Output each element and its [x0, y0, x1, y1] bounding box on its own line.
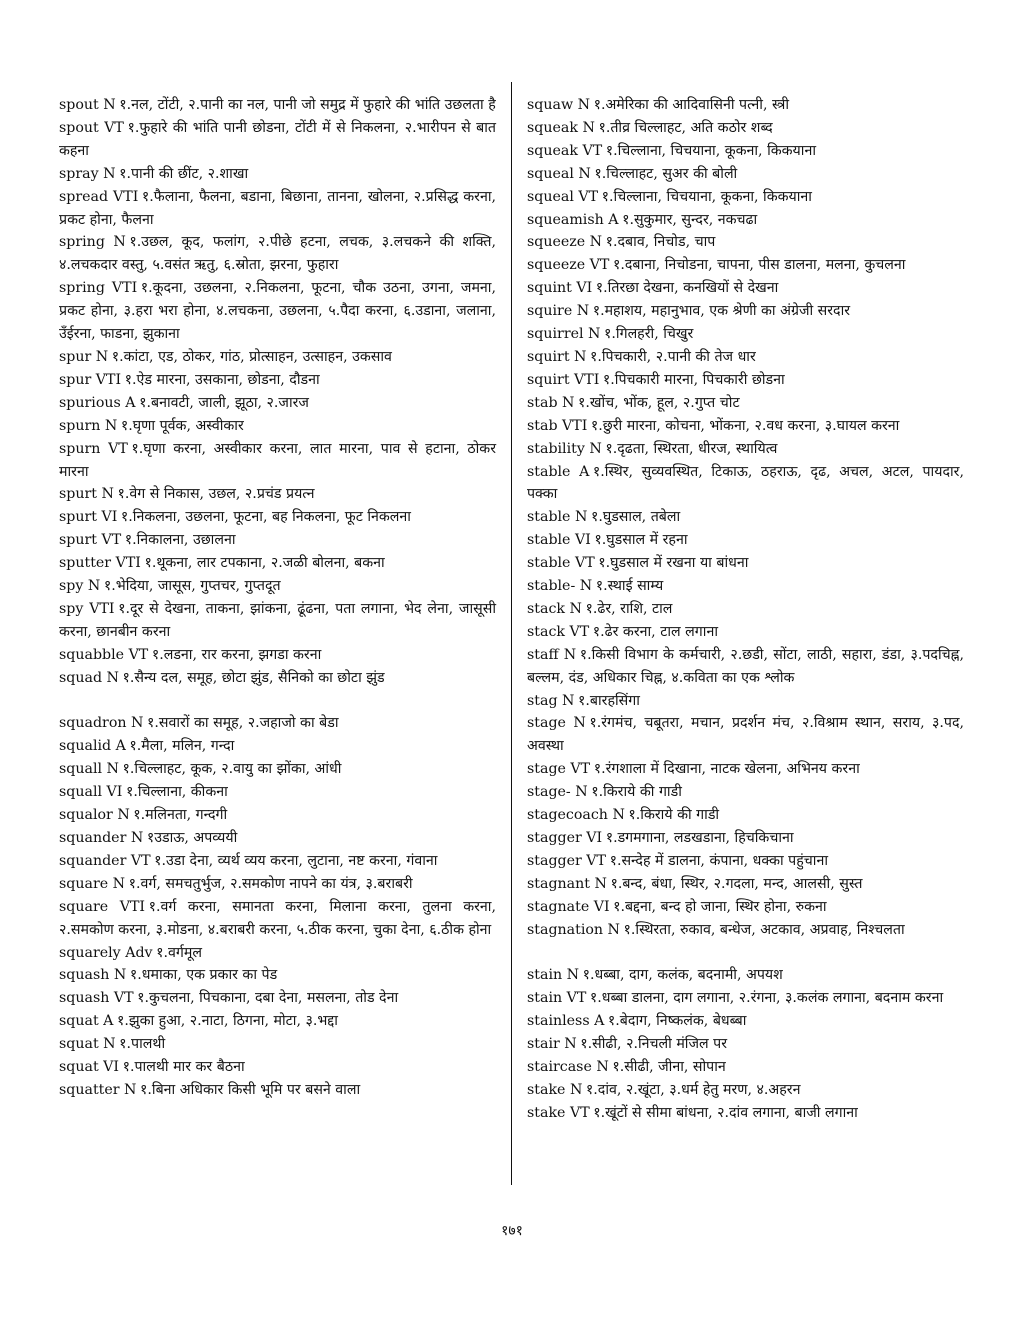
dictionary-entry — [59, 758, 496, 781]
entry-definition: १.धब्बा, दाग, कलंक, बदनामी, अपयश — [582, 967, 783, 984]
entry-definition: १.घुडसाल, तबेला — [590, 509, 681, 526]
dictionary-entry — [527, 919, 964, 942]
entry-definition: १.वर्ग करना, समानता करना, मिलाना करना, तुलना करना, २.समकोण करना, ३.मोडना, ४.बराबरी करना, ५.ठीक करना, चुका देना, ६.ठीक होना — [59, 898, 496, 938]
dictionary-entry — [59, 987, 496, 1010]
entry-headword: squabble VT — [59, 646, 149, 663]
entry-headword: spurious A — [59, 394, 136, 411]
entry-definition: १.पालथी मार कर बैठना — [122, 1059, 245, 1076]
entry-definition: १.चिल्लाना, कीकना — [125, 784, 228, 801]
entry-definition: १.दबाना, निचोडना, चापना, पीस डालना, मलना, कुचलना — [612, 257, 906, 274]
dictionary-entry — [59, 644, 496, 667]
entry-definition: १.झुका हुआ, २.नाटा, ठिगना, मोटा, ३.भद्दा — [116, 1013, 338, 1030]
dictionary-entry — [59, 850, 496, 873]
entry-definition: १.सीढी, २.निचली मंजिल पर — [580, 1036, 727, 1053]
entry-definition: १.घृणा पूर्वक, अस्वीकार — [120, 417, 244, 434]
dictionary-entry — [527, 461, 964, 507]
entry-definition: १.बद्दना, बन्द हो जाना, स्थिर होना, रुकना — [613, 898, 827, 915]
entry-headword: staff N — [527, 646, 577, 663]
entry-headword: stage N — [527, 715, 586, 732]
entry-headword: squat N — [59, 1036, 116, 1053]
dictionary-entry — [59, 94, 496, 117]
dictionary-entry — [59, 896, 496, 942]
entry-headword: squat A — [59, 1013, 114, 1030]
dictionary-entry — [59, 415, 496, 438]
entry-definition: १.धमाका, एक प्रकार का पेड — [129, 967, 278, 984]
entry-definition: १.नल, टोंटी, २.पानी का नल, पानी जो समुद्र में फुहारे की भांति उछलता है — [119, 97, 496, 113]
dictionary-entry — [527, 781, 964, 804]
entry-headword: spy N — [59, 578, 101, 595]
entry-headword: squaw N — [527, 97, 591, 113]
entry-headword: stagger VT — [527, 852, 607, 869]
dictionary-entry — [527, 987, 964, 1010]
entry-definition: १.स्थाई साम्य — [595, 578, 664, 595]
entry-headword: spray N — [59, 165, 116, 182]
entry-definition: १.पालथी — [119, 1036, 166, 1053]
dictionary-entry — [527, 415, 964, 438]
entry-headword: spout VT — [59, 119, 124, 136]
entry-definition: १.सुकुमार, सुन्दर, नकचढा — [622, 211, 758, 228]
entry-headword: squeal N — [527, 165, 591, 182]
entry-definition: १.चिल्लाहट, कूक, २.वायु का झोंका, आंधी — [122, 761, 342, 778]
dictionary-entry — [527, 94, 964, 117]
entry-headword: squeak VT — [527, 142, 603, 159]
dictionary-entry — [59, 575, 496, 598]
entry-headword: squirrel N — [527, 326, 601, 343]
dictionary-entry — [59, 506, 496, 529]
dictionary-entry — [527, 964, 964, 987]
dictionary-entry — [527, 140, 964, 163]
entry-headword: spout N — [59, 97, 116, 113]
dictionary-entry — [527, 644, 964, 690]
entry-headword: spurt N — [59, 486, 114, 503]
entry-definition: १.दूर से देखना, ताकना, झांकना, ढूंढना, पता लगाना, भेद लेना, जासूसी करना, छानबीन करना — [59, 600, 496, 640]
dictionary-entry — [59, 186, 496, 232]
entry-headword: stain VT — [527, 990, 587, 1007]
entry-definition: १.ऐड मारना, उसकाना, छोडना, दौडना — [124, 371, 320, 388]
dictionary-entry — [59, 667, 496, 690]
entry-definition: १.कूदना, उछलना, २.निकलना, फूटना, चौक उठना, उगना, जमना, प्रकट होना, ३.हरा भरा होना, ४.लचकना, उछलना, ५.पैदा करना, ६.उडाना, जलाना, उँईरना, फाडना, झुकाना — [59, 280, 496, 343]
dictionary-entry — [527, 712, 964, 758]
dictionary-entry — [59, 369, 496, 392]
entry-definition: १.निकलना, उछलना, फूटना, बह निकलना, फूट निकलना — [120, 509, 411, 526]
dictionary-entry — [59, 1010, 496, 1033]
entry-headword: stair N — [527, 1036, 577, 1053]
dictionary-entry — [527, 758, 964, 781]
entry-headword: stable N — [527, 509, 588, 526]
entry-headword: spread VTI — [59, 188, 139, 205]
entry-headword: stability N — [527, 440, 602, 457]
entry-definition: १.तिरछा देखना, कनखियों से देखना — [595, 280, 779, 297]
entry-definition: १.सवारों का समूह, २.जहाजो का बेडा — [146, 715, 339, 732]
dictionary-entry — [59, 598, 496, 644]
entry-definition: १.भेदिया, जासूस, गुप्तचर, गुप्तदूत — [103, 578, 281, 595]
entry-headword: stag N — [527, 692, 575, 709]
entry-headword: stagnation N — [527, 921, 620, 938]
entry-definition: १.उडा देना, व्यर्थ व्यय करना, लुटाना, नष्ट करना, गंवाना — [154, 852, 438, 869]
entry-headword: spring N — [59, 234, 126, 251]
entry-headword: spur N — [59, 348, 109, 365]
dictionary-entry — [527, 277, 964, 300]
entry-definition: १.मलिनता, गन्दगी — [133, 807, 228, 824]
entry-definition: १.दांव, २.खूंटा, ३.धर्म हेतु मरण, ४.अहरन — [585, 1081, 801, 1098]
entry-headword: squalor N — [59, 807, 130, 824]
dictionary-entry — [59, 529, 496, 552]
dictionary-entry — [59, 346, 496, 369]
entry-definition: १.धब्बा डालना, दाग लगाना, २.रंगना, ३.कलंक लगाना, बदनाम करना — [589, 990, 944, 1007]
dictionary-entry — [59, 231, 496, 277]
entry-headword: squeal VT — [527, 188, 599, 205]
entry-definition: १.दृढता, स्थिरता, धीरज, स्थायित्व — [605, 440, 778, 457]
entry-definition: १.घृणा करना, अस्वीकार करना, लात मारना, पाव से हटाना, ठोकर मारना — [59, 440, 496, 480]
entry-headword: spurn N — [59, 417, 118, 434]
left-column — [59, 94, 496, 1102]
entry-headword: spurt VT — [59, 532, 122, 549]
entry-definition: १.चिल्लाना, चिचयाना, कूकना, किकयाना — [601, 188, 812, 205]
dictionary-entry — [527, 506, 964, 529]
entry-headword: squat VI — [59, 1059, 120, 1076]
entry-headword: stagger VI — [527, 830, 603, 846]
entry-definition: १.पानी की छींट, २.शाखा — [119, 165, 249, 182]
dictionary-entry — [59, 1079, 496, 1102]
entry-definition: १.फुहारे की भांति पानी छोडना, टोंटी में से निकलना, २.भारीपन से बात कहना — [59, 119, 496, 159]
entry-definition: १.गिलहरी, चिखुर — [604, 326, 694, 343]
dictionary-entry — [527, 690, 964, 713]
entry-definition: १.चिल्लाना, चिचयाना, कूकना, किकयाना — [605, 142, 816, 159]
entry-definition: १.वर्ग, समचतुर्भुज, २.समकोण नापने का यंत्र, ३.बराबरी — [128, 875, 413, 892]
dictionary-entry — [527, 873, 964, 896]
dictionary-entry — [527, 231, 964, 254]
entry-definition: १.वेग से निकास, उछल, २.प्रचंड प्रयत्न — [117, 486, 315, 503]
entry-headword: squire N — [527, 303, 590, 320]
entry-definition: १.स्थिरता, रुकाव, बन्धेज, अटकाव, अप्रवाह, निश्चलता — [623, 921, 905, 938]
entry-headword: squirt VTI — [527, 371, 600, 388]
entry-definition: १.खूंटों से सीमा बांधना, २.दांव लगाना, बाजी लगाना — [593, 1104, 858, 1121]
entry-headword: squeak N — [527, 119, 595, 136]
entry-headword: squirt N — [527, 348, 587, 365]
entry-definition: १.वर्गमूल — [156, 944, 202, 961]
entry-headword: square VTI — [59, 898, 146, 915]
entry-headword: stage- N — [527, 784, 588, 801]
dictionary-entry — [527, 186, 964, 209]
dictionary-entry — [527, 209, 964, 232]
dictionary-entry — [527, 1079, 964, 1102]
entry-headword: squeeze VT — [527, 257, 610, 274]
entry-definition: १.छुरी मारना, कोचना, भोंकना, २.वध करना, ३.घायल करना — [590, 417, 900, 434]
dictionary-entry — [527, 529, 964, 552]
entry-definition: १.स्थिर, सुव्यवस्थित, टिकाऊ, ठहराऊ, दृढ, अचल, अटल, पायदार, पक्का — [527, 463, 964, 503]
entry-headword: squeamish A — [527, 211, 619, 228]
entry-headword: stable- N — [527, 578, 593, 595]
entry-definition: १.चिल्लाहट, सुअर की बोली — [594, 165, 738, 182]
entry-definition: १.किराये की गाडी — [591, 784, 682, 801]
entry-headword: stab VTI — [527, 417, 588, 434]
entry-headword: stage VT — [527, 761, 591, 778]
dictionary-entry — [527, 1010, 964, 1033]
entry-definition: १.फैलाना, फैलना, बडाना, बिछाना, तानना, खोलना, २.प्रसिद्ध करना, प्रकट होना, फैलना — [59, 188, 496, 228]
dictionary-entry — [59, 392, 496, 415]
right-column — [527, 94, 964, 1125]
entry-headword: squall N — [59, 761, 119, 778]
dictionary-entry — [59, 163, 496, 186]
dictionary-entry — [527, 392, 964, 415]
entry-headword: squander VT — [59, 852, 151, 869]
dictionary-entry — [527, 827, 964, 850]
dictionary-entry — [527, 163, 964, 186]
entry-definition: १.किराये की गाडी — [628, 807, 720, 824]
dictionary-entry — [527, 323, 964, 346]
entry-definition: १.बन्द, बंधा, स्थिर, २.गदला, मन्द, आलसी, सुस्त — [610, 875, 863, 892]
entry-headword: spurt VI — [59, 509, 118, 526]
entry-headword: squatter N — [59, 1081, 137, 1098]
entry-headword: stagnant N — [527, 875, 607, 892]
entry-headword: stack N — [527, 600, 582, 617]
dictionary-entry — [59, 483, 496, 506]
entry-definition: १.महाशय, महानुभाव, एक श्रेणी का अंग्रेजी सरदार — [592, 303, 851, 320]
dictionary-entry — [527, 1056, 964, 1079]
dictionary-entry — [527, 438, 964, 461]
entry-definition: १.कुचलना, पिचकाना, दबा देना, मसलना, तोड देना — [137, 990, 399, 1007]
entry-definition: १.दबाव, निचोड, चाप — [605, 234, 716, 251]
dictionary-entry — [527, 254, 964, 277]
entry-definition: १.तीव्र चिल्लाहट, अति कठोर शब्द — [598, 119, 773, 136]
entry-headword: stagecoach N — [527, 807, 625, 824]
dictionary-entry — [59, 1056, 496, 1079]
entry-definition: १.सैन्य दल, समूह, छोटा झुंड, सैनिको का छोटा झुंड — [122, 669, 385, 686]
entry-headword: stable VT — [527, 555, 595, 572]
entry-headword: spurn VT — [59, 440, 128, 457]
dictionary-entry — [527, 804, 964, 827]
entry-headword: square N — [59, 875, 126, 892]
entry-definition: १.थूकना, लार टपकाना, २.जळी बोलना, बकना — [144, 555, 385, 572]
dictionary-entry — [527, 850, 964, 873]
entry-definition: १.मैला, मलिन, गन्दा — [129, 738, 235, 755]
entry-headword: squash N — [59, 967, 127, 984]
dictionary-entry — [59, 827, 496, 850]
dictionary-entry — [59, 1033, 496, 1056]
dictionary-entry — [59, 438, 496, 484]
entry-definition: १.घुडसाल में रखना या बांधना — [598, 555, 749, 572]
dictionary-entry — [59, 117, 496, 163]
entry-definition: १.निकालना, उछालना — [124, 532, 236, 549]
entry-definition: १उडाऊ, अपव्ययी — [146, 829, 238, 846]
dictionary-entry — [59, 942, 496, 965]
entry-headword: stain N — [527, 967, 580, 984]
entry-headword: stagnate VI — [527, 898, 610, 915]
entry-headword: spring VTI — [59, 280, 138, 297]
entry-definition: १.कांटा, एड, ठोकर, गांठ, प्रोत्साहन, उत्साहन, उकसाव — [111, 348, 392, 365]
dictionary-entry — [59, 873, 496, 896]
entry-definition: १.लडना, रार करना, झगडा करना — [151, 646, 322, 663]
page-number: १७१ — [501, 1223, 523, 1239]
entry-headword: squeeze N — [527, 234, 603, 251]
entry-definition: १.पिचकारी मारना, पिचकारी छोडना — [602, 371, 785, 388]
dictionary-entry — [527, 552, 964, 575]
entry-definition: १.घुडसाल में रहना — [594, 532, 688, 549]
dictionary-entry — [527, 598, 964, 621]
entry-definition: १.बिना अधिकार किसी भूमि पर बसने वाला — [140, 1081, 361, 1098]
entry-definition: १.रंगशाला में दिखाना, नाटक खेलना, अभिनय करना — [593, 761, 860, 778]
entry-headword: squalid A — [59, 738, 126, 755]
entry-definition: १.किसी विभाग के कर्मचारी, २.छडी, सोंटा, लाठी, सहारा, डंडा, ३.पदचिह्न, बल्लम, दंड, अधिकार चिह्न, ४.कविता का एक श्लोक — [527, 646, 964, 686]
dictionary-entry — [59, 781, 496, 804]
entry-definition: १.उछल, कूद, फलांग, २.पीछे हटना, लचक, ३.लचकने की शक्ति, ४.लचकदार वस्तु, ५.वसंत ऋतु, ६.स्रोता, झरना, फुहारा — [59, 234, 496, 274]
entry-headword: sputter VTI — [59, 555, 141, 572]
entry-headword: squint VI — [527, 280, 593, 297]
entry-headword: squadron N — [59, 715, 144, 732]
entry-headword: squall VI — [59, 784, 123, 801]
dictionary-entry — [59, 804, 496, 827]
entry-definition: १.बारहसिंगा — [578, 692, 640, 709]
entry-headword: stab N — [527, 394, 575, 411]
entry-headword: stable A — [527, 463, 590, 480]
dictionary-entry — [527, 575, 964, 598]
entry-definition: १.सन्देह में डालना, कंपाना, धक्का पहुंचाना — [609, 852, 829, 869]
entry-definition: १.ढेर करना, टाल लगाना — [592, 623, 718, 640]
dictionary-entry — [527, 621, 964, 644]
dictionary-entry — [527, 346, 964, 369]
dictionary-entry — [59, 964, 496, 987]
entry-headword: squander N — [59, 829, 144, 846]
dictionary-entry — [59, 552, 496, 575]
entry-definition: १.सीढी, जीना, सोपान — [612, 1059, 726, 1076]
dictionary-entry — [527, 1102, 964, 1125]
entry-definition: १.पिचकारी, २.पानी की तेज धार — [590, 348, 756, 365]
entry-definition: १.अमेरिका की आदिवासिनी पत्नी, स्त्री — [593, 97, 790, 113]
dictionary-entry — [59, 735, 496, 758]
dictionary-entry — [527, 1033, 964, 1056]
dictionary-entry — [527, 117, 964, 140]
dictionary-entry — [527, 369, 964, 392]
entry-headword: squarely Adv — [59, 944, 153, 961]
entry-definition: १.बनावटी, जाली, झूठा, २.जारज — [139, 394, 309, 411]
entry-headword: stainless A — [527, 1013, 605, 1030]
entry-definition: १.रंगमंच, चबूतरा, मचान, प्रदर्शन मंच, २.विश्राम स्थान, सराय, ३.पद, अवस्था — [527, 715, 965, 755]
entry-headword: spur VTI — [59, 371, 122, 388]
entry-headword: squash VT — [59, 990, 134, 1007]
entry-definition: १.डगमगाना, लडखडाना, हिचकिचाना — [605, 830, 794, 846]
entry-headword: stake VT — [527, 1104, 590, 1121]
entry-headword: stake N — [527, 1081, 583, 1098]
dictionary-entry — [527, 300, 964, 323]
entry-definition: १.खोंच, भोंक, हूल, २.गुप्त चोट — [578, 394, 740, 411]
entry-headword: stack VT — [527, 623, 590, 640]
entry-definition: १.बेदाग, निष्कलंक, बेधब्बा — [607, 1013, 747, 1030]
entry-definition: १.ढेर, राशि, टाल — [585, 600, 673, 617]
entry-headword: stable VI — [527, 532, 591, 549]
entry-headword: squad N — [59, 669, 119, 686]
dictionary-entry — [59, 712, 496, 735]
entry-headword: spy VTI — [59, 600, 115, 617]
entry-headword: staircase N — [527, 1059, 609, 1076]
dictionary-entry — [59, 277, 496, 346]
column-divider — [511, 82, 512, 1185]
dictionary-entry — [527, 896, 964, 919]
